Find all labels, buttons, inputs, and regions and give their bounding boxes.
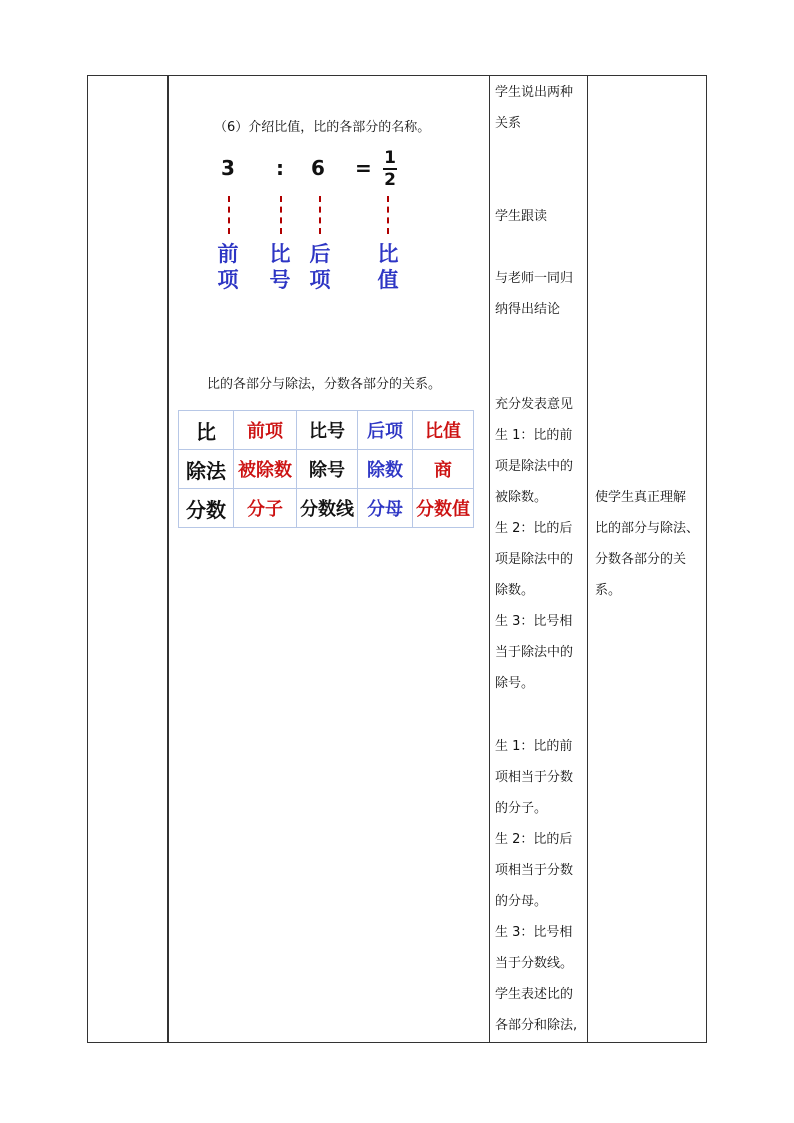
term-value-bottom: 值 xyxy=(377,268,399,292)
purpose-line: 分数各部分的关 xyxy=(595,552,687,567)
term-label-colon xyxy=(267,241,293,293)
table-cell: 商 xyxy=(413,450,474,489)
table-cell: 前项 xyxy=(234,411,297,450)
activity-line: 除数。 xyxy=(495,583,535,598)
table-cell: 后项 xyxy=(358,411,413,450)
table-row xyxy=(179,450,474,489)
ratio-parts-figure xyxy=(210,146,420,302)
term-label-value xyxy=(375,241,401,293)
activity-line: 各部分和除法, xyxy=(495,1018,578,1033)
activity-line: 当于除法中的 xyxy=(495,645,574,660)
term-value-top: 比 xyxy=(377,242,399,266)
term-back-bottom: 项 xyxy=(309,268,331,292)
table-cell: 比 xyxy=(179,411,234,450)
purpose-line: 系。 xyxy=(595,583,622,598)
student-activity-1 xyxy=(495,77,585,139)
activity-line: 除号。 xyxy=(495,676,535,691)
activity-line: 充分发表意见 xyxy=(495,397,574,412)
term-label-back xyxy=(307,241,333,293)
dash-line-colon xyxy=(280,196,282,234)
relation-title: 比的各部分与除法，分数各部分的关系。 xyxy=(207,377,442,392)
activity-line: 项相当于分数 xyxy=(495,770,574,785)
table-cell: 分子 xyxy=(234,489,297,528)
table-cell: 比值 xyxy=(413,411,474,450)
activity-line: 被除数。 xyxy=(495,490,548,505)
column-divider-2 xyxy=(489,76,490,1042)
column-divider-1b xyxy=(168,76,169,1042)
intro-text: （6）介绍比值，比的各部分的名称。 xyxy=(214,120,431,135)
activity-line: 与老师一同归 xyxy=(495,271,574,286)
term-front-bottom: 项 xyxy=(217,268,239,292)
activity-line: 关系 xyxy=(495,116,522,131)
column-divider-3 xyxy=(587,76,588,1042)
design-purpose xyxy=(595,482,703,606)
table-cell: 分数 xyxy=(179,489,234,528)
activity-line: 生 3：比号相 xyxy=(495,925,573,940)
dash-line-back xyxy=(319,196,321,234)
activity-line: 生 1：比的前 xyxy=(495,739,573,754)
ratio-equals: = xyxy=(355,156,372,180)
table-row xyxy=(179,411,474,450)
activity-line: 的分母。 xyxy=(495,894,548,909)
purpose-line: 使学生真正理解 xyxy=(595,490,687,505)
table-cell: 除数 xyxy=(358,450,413,489)
activity-line: 学生说出两种 xyxy=(495,85,574,100)
table-cell: 分数线 xyxy=(297,489,358,528)
activity-line: 的分子。 xyxy=(495,801,548,816)
ratio-value-fraction xyxy=(382,148,398,190)
table-cell: 除法 xyxy=(179,450,234,489)
table-cell: 分母 xyxy=(358,489,413,528)
activity-line: 学生跟读 xyxy=(495,209,548,224)
term-front-top: 前 xyxy=(217,242,239,266)
activity-line: 生 2：比的后 xyxy=(495,521,573,536)
term-colon-top: 比 xyxy=(269,242,291,266)
ratio-second-term: 6 xyxy=(311,156,325,180)
table-cell: 比号 xyxy=(297,411,358,450)
table-cell: 分数值 xyxy=(413,489,474,528)
student-activity-3 xyxy=(495,263,585,325)
activity-line: 生 2：比的后 xyxy=(495,832,573,847)
activity-line: 生 1：比的前 xyxy=(495,428,573,443)
fraction-denominator: 2 xyxy=(384,170,396,190)
ratio-division-fraction-table xyxy=(178,410,474,528)
table-row xyxy=(179,489,474,528)
term-colon-bottom: 号 xyxy=(269,268,291,292)
ratio-colon: : xyxy=(276,156,284,180)
student-activity-2 xyxy=(495,201,585,232)
activity-line: 项是除法中的 xyxy=(495,552,574,567)
activity-line: 项相当于分数 xyxy=(495,863,574,878)
dash-line-value xyxy=(387,196,389,234)
ratio-first-term: 3 xyxy=(221,156,235,180)
activity-line: 项是除法中的 xyxy=(495,459,574,474)
student-activity-4 xyxy=(495,389,585,699)
table-cell: 除号 xyxy=(297,450,358,489)
table-cell: 被除数 xyxy=(234,450,297,489)
fraction-numerator: 1 xyxy=(384,148,396,168)
purpose-line: 比的部分与除法、 xyxy=(595,521,700,536)
dash-line-front xyxy=(228,196,230,234)
activity-line: 当于分数线。 xyxy=(495,956,574,971)
term-label-front xyxy=(215,241,241,293)
term-back-top: 后 xyxy=(309,242,331,266)
activity-line: 生 3：比号相 xyxy=(495,614,573,629)
activity-line: 纳得出结论 xyxy=(495,302,561,317)
student-activity-5 xyxy=(495,731,585,1041)
activity-line: 学生表述比的 xyxy=(495,987,574,1002)
